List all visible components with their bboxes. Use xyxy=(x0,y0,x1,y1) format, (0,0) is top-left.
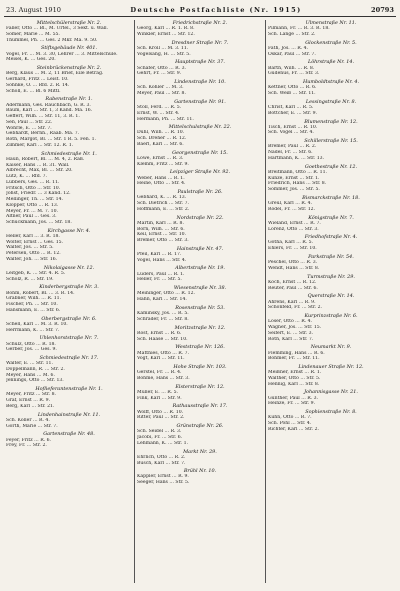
list-entry: Ahrens, Karl … R. 9. xyxy=(268,299,316,305)
address-section xyxy=(6,228,132,263)
list-entry: Sch. Dreher … R. 12. xyxy=(137,136,187,142)
list-entry: Haun, Robert, Bl. … M. 4, 2. Raß. xyxy=(6,156,85,162)
list-entry: Wöhrle, E. … Str. 7. xyxy=(6,125,52,131)
list-entry: Klöpper, Otto … R. 13. xyxy=(6,202,59,208)
list-entry: Heller, Karl … 3. R. 18. xyxy=(6,233,60,239)
list-entry: Koch, Ernst … R. 12. xyxy=(268,279,317,285)
list-entry: Christ, Karl … R. 5. xyxy=(268,105,314,111)
list-entry: Meyer, Fritz … Str. 8. xyxy=(6,392,56,398)
address-section xyxy=(6,431,132,449)
list-entry: Geffert, Wilh. … Str. 11, 3. R. 1. xyxy=(6,114,80,120)
list-entry: Hennig, Karl … Str. 8. xyxy=(268,381,320,387)
address-section xyxy=(137,20,263,38)
address-section xyxy=(268,119,394,137)
section-heading: Brühl Nr. 10. xyxy=(183,468,217,475)
section-heading: Mittelschülerstraße Nr. 2. xyxy=(36,20,102,26)
section-heading: Albertstraße Nr. 19. xyxy=(175,265,225,272)
list-entry: Wendt, Hans … Str. 8. xyxy=(268,265,320,271)
list-entry: Faller, Otto … Bl., M. Urtel., 3 Sekt. u. Wall. xyxy=(6,26,109,32)
list-entry: Kühn, Otto … R. 7. xyxy=(268,415,312,421)
list-entry: Jacobi, Fr. … Str. 6. xyxy=(137,435,183,441)
address-section xyxy=(137,384,263,402)
list-entry: Söhnke, O. … Rfd. 2. R. 14. xyxy=(6,82,70,88)
list-entry: Oskar, Paul … Str. 7. xyxy=(268,51,316,57)
section-heading: Bismarckstraße Nr. 18. xyxy=(302,194,360,201)
list-entry: Kaiser, Hans … R. 31. Wall. xyxy=(6,162,70,168)
address-section xyxy=(137,325,263,343)
list-entry: Klemm, Fritz … Str. 9. xyxy=(137,161,189,167)
list-entry: Hoffmann, E. … Str. 2. xyxy=(137,206,190,212)
address-section xyxy=(268,40,394,58)
list-entry: Heine, Otto … Str. 4. xyxy=(137,181,186,187)
list-entry: Meißner, Ernst … R. 1. xyxy=(268,370,322,376)
section-heading: Wiesenstraße Nr. 38. xyxy=(173,285,227,292)
list-entry: Herrmann, K. … Str. 7. xyxy=(6,327,60,333)
list-entry: Heinze, Fr. … Str. 9. xyxy=(268,401,316,407)
list-entry: Vogel, Hans … Str. 4. xyxy=(137,257,187,263)
address-section xyxy=(6,284,132,313)
list-entry: Vogel, Fr. … M. 3. 30, Lehrer … 3. Mittelschule. xyxy=(6,51,118,57)
address-section xyxy=(6,335,132,353)
section-heading: Parkstraße Nr. 54. xyxy=(308,253,354,260)
list-entry: Heller, Fr. … Str. 5. xyxy=(137,277,182,283)
section-heading: Turmstraße Nr. 29. xyxy=(307,273,355,280)
section-heading: Rathausstraße Nr. 17. xyxy=(172,403,228,410)
list-entry: Scholz, R. … Str. 19. xyxy=(6,276,54,282)
list-entry: Löser, Otto … R. 4. xyxy=(268,319,313,325)
list-entry: Graf, Ernst … R. 9. xyxy=(6,398,51,404)
section-heading: Lessingstraße Nr. 8. xyxy=(305,98,357,105)
section-heading: Elsterstraße Nr. 12. xyxy=(175,383,225,390)
address-section xyxy=(268,59,394,77)
header-publication: Deutsche Postfachliste xyxy=(130,6,246,14)
section-heading: Moritzstraße Nr. 12. xyxy=(174,324,226,331)
list-entry: Lüders, Paul … R. 1. xyxy=(137,271,185,277)
section-heading: Glockenstraße Nr. 5. xyxy=(305,39,357,46)
section-heading: Steinbrückenstraße Nr. 2. xyxy=(36,65,102,72)
list-entry: Schell, Karl … M. 3. R. 10. xyxy=(6,321,68,327)
address-section xyxy=(268,254,394,272)
section-heading: Mittelschulstraße Nr. 22. xyxy=(168,124,232,131)
list-entry: Tisch, Ernst … R. 10. xyxy=(268,124,318,130)
section-heading: Neumarkt Nr. 9. xyxy=(310,344,352,351)
list-entry: Altner, Paul … Ges. 3. xyxy=(6,214,57,220)
list-entry: Seifert, E. … Str. 3. xyxy=(268,330,314,336)
list-entry: Kunze, Ernst … Str. 1. xyxy=(268,175,320,181)
list-entry: Lutz, K. … Rfd. 7. xyxy=(6,174,48,180)
address-section xyxy=(137,99,263,122)
address-section xyxy=(137,215,263,244)
section-heading: Georgenstraße Nr. 15. xyxy=(172,149,228,156)
address-section xyxy=(268,215,394,233)
header-page-number: 20793 xyxy=(371,6,394,14)
list-entry: Sch. Dietrich … Str. 7. xyxy=(137,201,190,207)
section-heading: Sophienstraße Nr. 8. xyxy=(305,409,357,416)
list-entry: Löwe, Ernst … R. 3. xyxy=(137,155,184,161)
list-entry: Martin, Karl … R. 8. xyxy=(137,220,184,226)
address-section xyxy=(137,468,263,486)
list-entry: Sch. Vogel … Str. 4. xyxy=(268,130,314,136)
list-entry: Pfeil, Karl … R. 17. xyxy=(137,251,182,257)
list-entry: Gebhardt, Bernh., Raab. Ma. 7. xyxy=(6,131,80,137)
section-heading: Gartenstraße Nr. 48. xyxy=(43,431,95,438)
list-entry: Feyer, Fritz … R. 6. xyxy=(6,437,51,443)
list-entry: Meisel, K. … Ges. 20. xyxy=(6,57,56,63)
list-entry: Wolff, Otto … R. 10. xyxy=(137,409,184,415)
address-section xyxy=(268,364,394,387)
list-entry: Ehrlich, Otto … R. 2. xyxy=(137,454,186,460)
list-entry: Winkler, Ernst … Str. 12. xyxy=(137,31,195,37)
address-section xyxy=(137,423,263,446)
list-entry: Pilmann, Fr. … R. 3. R. 18. xyxy=(268,26,330,32)
list-entry: Jennings, Otto … Str. 13. xyxy=(6,378,64,384)
list-entry: Hahn, Karl … Str. 14. xyxy=(137,297,187,303)
list-entry: Rödel, Fr. … Str. 12. xyxy=(268,206,316,212)
address-section xyxy=(268,389,394,407)
list-entry: Walter, E. … Str. 11. xyxy=(6,361,53,367)
header-issue: (Nr. 1915) xyxy=(249,6,302,14)
list-entry: Sch. Pohl … Str. 4. xyxy=(268,421,312,427)
address-section xyxy=(268,313,394,342)
list-entry: Gehrt, Fr. … Str. 9. xyxy=(137,71,182,77)
list-entry: Wagner, Jos. … Str. 15. xyxy=(268,325,322,331)
list-entry: Fritsch, Otto … Str. 10. xyxy=(6,185,61,191)
section-heading: Grünstraße Nr. 26. xyxy=(176,423,224,430)
header-title xyxy=(130,6,301,15)
section-heading: Ulmenstraße Nr. 11. xyxy=(305,20,357,26)
address-section xyxy=(6,65,132,94)
section-heading: Lindenstraße Nr. 10. xyxy=(174,79,226,86)
list-entry: Walter, Jos. … Str. 5. xyxy=(6,245,54,251)
list-entry: Böhmer, Fr. … Str. 11. xyxy=(268,356,320,362)
section-heading: Hoflieferantenstraße Nr. 1. xyxy=(35,386,103,393)
address-section xyxy=(268,79,394,97)
list-entry: Roth, Karl … Str. 7. xyxy=(268,336,314,342)
section-heading: Nordstraße Nr. 22. xyxy=(176,214,224,221)
address-section xyxy=(268,99,394,117)
section-heading: Hohe Straße Nr. 103. xyxy=(173,364,227,370)
list-entry: Breitmann, Otto … R. 11. xyxy=(268,169,327,175)
section-heading: Gartenstraße Nr. 91. xyxy=(174,98,226,105)
list-entry: Dühl, Wilh. … R. 10. xyxy=(137,130,185,136)
list-entry: Gerstel, Fr. … R. 4. xyxy=(137,370,182,376)
text-column-2 xyxy=(134,20,265,583)
list-entry: Sch. Koller … R. 4. xyxy=(6,417,50,423)
list-entry: Johst, Friedr. … 3 Kand. 12. xyxy=(6,191,71,197)
header-date: 23. August 1910 xyxy=(6,6,61,14)
section-heading: Weststraße Nr. 126. xyxy=(175,344,225,351)
list-entry: Sömer, Marie … M. 55. xyxy=(6,31,60,37)
address-section xyxy=(268,20,394,38)
list-entry: Sommer, Jos. … Str. 5. xyxy=(268,187,320,193)
address-section xyxy=(137,150,263,168)
list-entry: Kaminsky, Jos. … R. 5. xyxy=(137,311,189,317)
section-heading: Johannisgasse Nr. 21. xyxy=(304,389,358,396)
section-heading: Schmiedestraße Nr. 17. xyxy=(39,355,99,362)
list-entry: Wolter, Ernst … Ges. 15. xyxy=(6,239,64,245)
address-section xyxy=(6,355,132,384)
list-entry: Albrecht, Max, Bl. … Str. 20. xyxy=(6,168,73,174)
list-entry: Gräbner, Wilh. … R. 11. xyxy=(6,296,62,302)
list-entry: Lehmann, K. … Str. 1. xyxy=(137,440,189,446)
address-section xyxy=(268,164,394,193)
list-entry: Weber, Hans … R. 1. xyxy=(137,175,185,181)
section-heading: Rabenstraße Nr. 1. xyxy=(45,96,93,103)
section-heading: Hauptstraße Nr. 37. xyxy=(175,59,225,66)
list-entry: Keil, Ernst … Str. 10. xyxy=(137,232,187,238)
section-heading: Oberbergstraße Nr. 6. xyxy=(41,315,97,322)
address-section xyxy=(268,195,394,213)
address-section xyxy=(137,169,263,187)
list-entry: Baum, Karl … Str. 1, 3 Kand. Ma. 16. xyxy=(6,108,93,114)
list-entry: Berg, Karl … Str. 21. xyxy=(6,403,55,409)
list-entry: Georg, Karl … R. 1. R. 8. xyxy=(137,26,195,32)
section-heading: Lindenauer Straße Nr. 12. xyxy=(298,364,364,370)
list-entry: Flemming, Hans … R. 6. xyxy=(268,350,325,356)
list-entry: Stoll, Ferd. … R. 5. xyxy=(137,105,182,111)
list-entry: Böhm, Robert, Bl. … 3. R. 14. xyxy=(6,290,75,296)
list-entry: Schuckmann, Jos. … Str. 18. xyxy=(6,220,72,226)
list-entry: Wieland, Ernst … R. 7. xyxy=(268,220,321,226)
list-entry: Hansmann, E. … Str. 6. xyxy=(6,307,61,313)
list-entry: Sch. Kroll … M. 3. 11. xyxy=(137,45,189,51)
section-heading: Stiftsgebäude Nr. 401. xyxy=(40,45,98,52)
list-entry: Friedrich, Hans … Str. 8. xyxy=(268,181,327,187)
list-entry: Meyer, Fr. … M. 7. 10. xyxy=(6,208,58,214)
list-entry: Ritter, Paul … Str. 2. xyxy=(137,415,185,421)
address-section xyxy=(6,316,132,334)
section-heading: Löhrstraße Nr. 14. xyxy=(307,59,355,66)
address-section xyxy=(137,285,263,303)
section-heading: Nikolaigasse Nr. 12. xyxy=(43,264,95,271)
list-entry: Peschel, Otto … R. 3. xyxy=(268,260,318,266)
address-section xyxy=(6,386,132,409)
address-section xyxy=(6,20,132,43)
list-entry: Mellinger, Th. … Str. 14. xyxy=(6,197,63,203)
section-heading: Kinderbergstraße Nr. 3. xyxy=(39,284,99,291)
address-section xyxy=(137,40,263,58)
list-entry: Gerhard, Fritz … Leist. 10. xyxy=(6,77,69,83)
list-entry: Petersen, Otto … R. 12. xyxy=(6,251,61,257)
list-entry: Hermann, Ph. … Str. 11. xyxy=(137,116,194,122)
address-section xyxy=(268,344,394,362)
list-entry: Bremer, Otto … Str. 3. xyxy=(137,238,189,244)
section-heading: Königstraße Nr. 7. xyxy=(308,214,354,221)
section-heading: Kirchgasse Nr. 4. xyxy=(47,227,91,234)
text-column-3 xyxy=(265,20,396,583)
address-section xyxy=(137,449,263,467)
section-heading: Querstraße Nr. 14. xyxy=(307,293,355,300)
address-section xyxy=(137,189,263,212)
list-entry: Reuter, Paul … Str. 6. xyxy=(268,285,318,291)
list-entry: Sch. Weiß … Str. 11. xyxy=(268,91,316,97)
list-entry: Ernst, W. … Str. 4. xyxy=(137,110,180,116)
newspaper-page xyxy=(4,4,396,583)
address-section xyxy=(268,293,394,311)
list-entry: Busch, Karl … Str. 7. xyxy=(137,460,186,466)
list-entry: Fischer, Ph. … Str. 10. xyxy=(6,302,58,308)
list-entry: Doppelmann, R. … Str. 2. xyxy=(6,366,65,372)
list-entry: Günther, Paul … R. 3. xyxy=(268,395,319,401)
column-container xyxy=(4,20,396,583)
list-entry: Scholl, E. … Bl. 6 Mittl. xyxy=(6,88,61,94)
list-entry: Baerl, Karl … Str. 6. xyxy=(137,141,184,147)
list-entry: Berg, Klaus … M. 2, 11 Brief, Eile Betrag. xyxy=(6,71,104,77)
list-entry: Nadel, Fr. … Str. 6. xyxy=(268,150,313,156)
list-entry: Vogt, Karl … Str. 11. xyxy=(137,356,185,362)
list-entry: Vogelsang, H. … Str. 5. xyxy=(137,51,191,57)
list-entry: Fink, Karl … Str. 9. xyxy=(137,395,182,401)
list-entry: Seeger, Hans … Str. 5. xyxy=(137,480,190,486)
section-heading: Kurprinzstraße Nr. 6. xyxy=(304,313,358,320)
list-entry: Walter, Joh. … Str. 16. xyxy=(6,256,58,262)
list-entry: Fath, Jos. … R. 4. xyxy=(268,45,309,51)
list-entry: Kappler, Ernst … R. 9. xyxy=(137,474,189,480)
list-entry: Matthies, Otto … R. 7. xyxy=(137,350,190,356)
address-section xyxy=(6,265,132,283)
list-entry: Gudenus, Fr. … Str. 3. xyxy=(268,71,320,77)
address-section xyxy=(268,234,394,252)
list-entry: Schäfer, Otto … R. 3. xyxy=(137,65,186,71)
address-section xyxy=(137,246,263,264)
list-entry: Greul, Karl … R. 4. xyxy=(268,201,313,207)
list-entry: Sen, Paul … Str. 22. xyxy=(6,119,53,125)
list-entry: Böhme, Hans … Str. 3. xyxy=(137,375,190,381)
address-section xyxy=(268,409,394,432)
list-entry: Sch. Seidel … R. 3. xyxy=(137,429,182,435)
list-entry: Gotha, Karl … R. 5. xyxy=(268,240,314,246)
list-entry: Adermann, Ges. Rauchbach, G. R. 3. xyxy=(6,102,91,108)
list-entry: Walther, Otto … Str. 5. xyxy=(268,375,321,381)
list-entry: Sch. Köhler … M. 3. xyxy=(137,85,184,91)
section-heading: Schmiedestraße Nr. 1. xyxy=(41,150,97,157)
address-section xyxy=(6,151,132,226)
address-section xyxy=(268,274,394,292)
address-section xyxy=(6,45,132,63)
section-heading: Hainstraße Nr. 47. xyxy=(176,245,224,252)
address-section xyxy=(137,364,263,382)
address-section xyxy=(137,265,263,283)
section-heading: Lindenhainstraße Nr. 11. xyxy=(37,411,101,418)
list-entry: Schönfeld, Fr. … Str. 2. xyxy=(268,305,322,311)
section-heading: Friedrichstraße Nr. 2. xyxy=(172,20,228,26)
address-section xyxy=(137,79,263,97)
section-heading: Schillerstraße Nr. 15. xyxy=(304,138,358,145)
list-entry: Gorth, Marie … Str. 7. xyxy=(6,423,58,429)
list-entry: Müller, E. … R. 5. xyxy=(137,389,179,395)
list-entry: Lorenz, Otto … Str. 3. xyxy=(268,226,319,232)
list-entry: Gebhard, K. … R. 13. xyxy=(137,195,187,201)
section-heading: Paulstraße Nr. 26. xyxy=(177,189,223,196)
list-entry: Gerber, Jos. … Ges. 9. xyxy=(6,347,57,353)
list-entry: Bremer, Paul … R. 2. xyxy=(268,144,317,150)
section-heading: Blumenstraße Nr. 12. xyxy=(304,118,358,125)
list-entry: Schrader, Fr. … Str. 8. xyxy=(137,316,189,322)
list-entry: Thümmel, Ph. … Ges. 2 Mkr. Ma. 9. 50. xyxy=(6,37,98,43)
list-entry: Hartmann, K. … Str. 13. xyxy=(268,155,325,161)
list-entry: Barth, Wilh. … R. 8. xyxy=(268,65,315,71)
section-heading: Goethestraße Nr. 12. xyxy=(304,163,358,170)
list-entry: Richter, Karl … Str. 2. xyxy=(268,426,319,432)
list-entry: Ehlers, Fr. … Str. 10. xyxy=(268,246,317,252)
address-section xyxy=(6,96,132,148)
address-section xyxy=(137,403,263,421)
list-entry: Born, Wilh. … Str. 6. xyxy=(137,226,185,232)
section-heading: Rosenstraße Nr. 53. xyxy=(175,304,225,311)
page-header xyxy=(4,4,396,17)
section-heading: Leipziger Straße Nr. 92. xyxy=(169,169,231,176)
list-entry: Leitgeb, K. … Str. 4. R. 5. xyxy=(6,270,66,276)
address-section xyxy=(268,138,394,161)
list-entry: Schulz, Otto … R. 18. xyxy=(6,341,56,347)
address-section xyxy=(137,59,263,77)
section-heading: Uhlenhorststraße Nr. 7. xyxy=(39,335,99,342)
list-entry: Rost, Ernst … R. 6. xyxy=(137,330,182,336)
list-entry: Zimmer, Karl … Str. 12. R. 1. xyxy=(6,142,74,148)
list-entry: Frey, Fr. … Str. 2. xyxy=(6,443,47,449)
address-section xyxy=(137,124,263,147)
text-column-1 xyxy=(4,20,134,583)
section-heading: Friedhofstraße Nr. 4. xyxy=(304,234,358,241)
list-entry: Sch. Haase … Str. 10. xyxy=(137,336,188,342)
list-entry: Meyer, Paul … Str. 8. xyxy=(137,91,186,97)
address-section xyxy=(137,305,263,323)
section-heading: Markt Nr. 29. xyxy=(183,448,217,455)
section-heading: Dresdner Straße Nr. 7. xyxy=(171,39,229,46)
list-entry: Kettner, Otto … R. 6. xyxy=(268,85,317,91)
address-section xyxy=(6,412,132,430)
list-entry: Böttcher, E. … Str. 9. xyxy=(268,110,318,116)
list-entry: Sch. Lange … Str. 2. xyxy=(268,31,316,37)
address-section xyxy=(137,344,263,362)
list-entry: Roth, Margot, Bl. … Str. 1 R. 5. Fen. 1. xyxy=(6,137,97,143)
section-heading: Humboldtstraße Nr. 4. xyxy=(302,79,360,86)
list-entry: Meyer, Hans … M. 6. xyxy=(6,372,55,378)
list-entry: Meininger, Otto … R. 12. xyxy=(137,291,195,297)
list-entry: Lübbers, Ges. … R. 11. xyxy=(6,179,60,185)
